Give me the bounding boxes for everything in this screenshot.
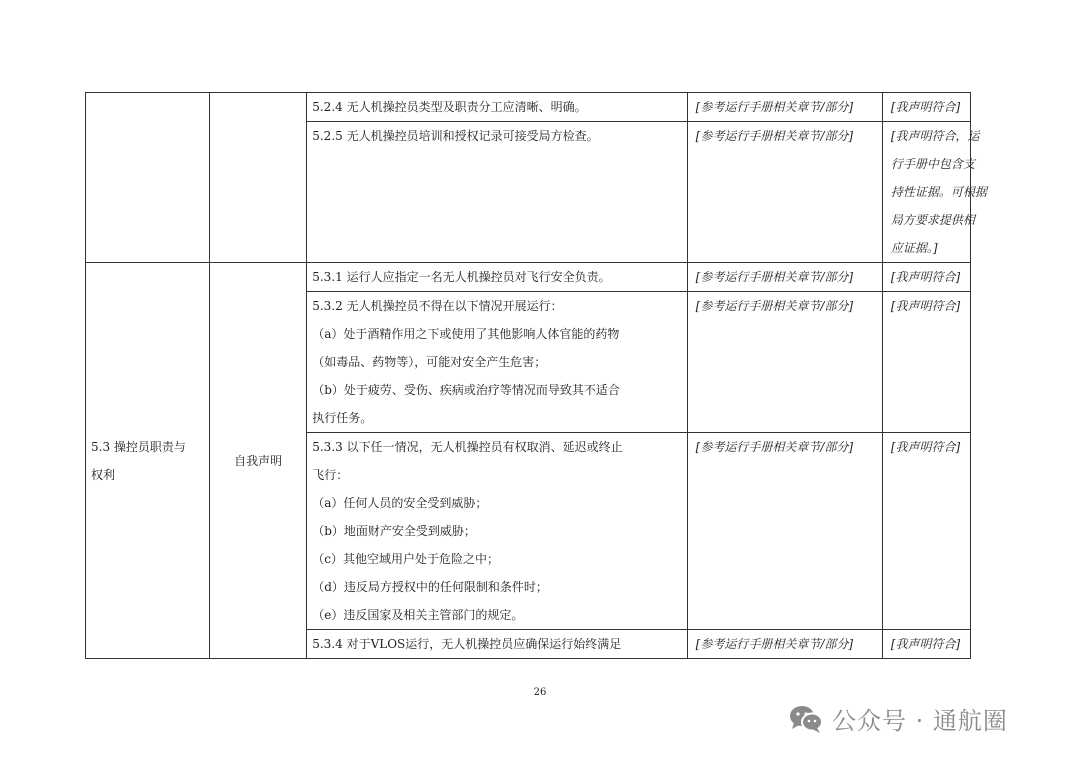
declaration-cell: [我声明符合] [882,630,970,659]
clause-cell: 5.2.5 无人机操控员培训和授权记录可接受局方检查。 [307,122,687,263]
declaration-cell: [我声明符合] [882,263,970,292]
clause-cell: 5.3.4 对于VLOS运行，无人机操控员应确保运行始终满足 [307,630,687,659]
declaration-cell: [我声明符合，运 行手册中包含支 持性证据。可根据 局方要求提供相 应证据。] [882,122,970,263]
watermark-text: 公众号 · 通航圈 [832,707,1008,735]
section-title-cell: 5.3 操控员职责与 权利 [86,263,210,659]
wechat-icon [788,704,824,734]
reference-cell: [参考运行手册相关章节/部分] [687,263,882,292]
clause-cell: 5.3.3 以下任一情况，无人机操控员有权取消、延迟或终止 飞行： （a）任何人员的安全受到威胁； （b）地面财产安全受到威胁； （c）其他空域用户处于危险之中； （d）违反局方授权中的任何限制和条件时； （e）违反国家及相关主管部门的规定。 [307,433,687,630]
table-row [86,93,971,122]
reference-cell: [参考运行手册相关章节/部分] [687,93,882,122]
declaration-cell: [我声明符合] [882,433,970,630]
method-cell: 自我声明 [210,263,307,659]
declaration-cell: [我声明符合] [882,292,970,433]
reference-cell: [参考运行手册相关章节/部分] [687,292,882,433]
reference-cell: [参考运行手册相关章节/部分] [687,433,882,630]
clause-cell: 5.2.4 无人机操控员类型及职责分工应清晰、明确。 [307,93,687,122]
reference-cell: [参考运行手册相关章节/部分] [687,630,882,659]
page-number: 26 [533,687,547,698]
watermark [788,701,1008,736]
compliance-table [85,92,987,659]
method-cell-empty [210,93,307,263]
clause-cell: 5.3.2 无人机操控员不得在以下情况开展运行： （a）处于酒精作用之下或使用了其他影响人体官能的药物 （如毒品、药物等），可能对安全产生危害； （b）处于疲劳、受伤、疾病或治疗等情况而导致其不适合 执行任务。 [307,292,687,433]
reference-cell: [参考运行手册相关章节/部分] [687,122,882,263]
table-row [86,263,971,292]
declaration-cell: [我声明符合] [882,93,970,122]
clause-cell: 5.3.1 运行人应指定一名无人机操控员对飞行安全负责。 [307,263,687,292]
section-cell-empty [86,93,210,263]
